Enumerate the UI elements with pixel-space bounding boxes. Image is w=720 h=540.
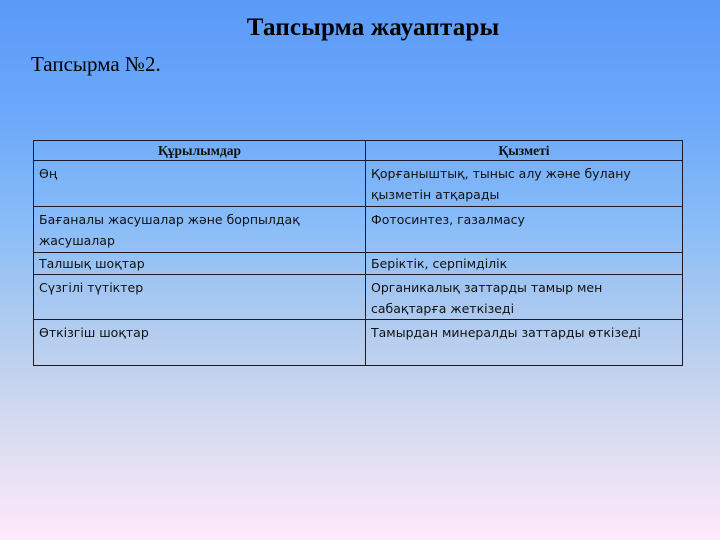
function-cell: Қорғаныштық, тыныс алу және булану қызметін атқарады: [366, 161, 683, 207]
table-header-row: [34, 141, 683, 161]
function-cell: Тамырдан минералды заттарды өткізеді: [366, 320, 683, 366]
answers-table: [33, 140, 683, 366]
structure-cell: Бағаналы жасушалар және борпылдақ жасушалар: [34, 207, 366, 253]
task-number: Тапсырма №2.: [31, 52, 161, 76]
structure-cell: Сүзгілі түтіктер: [34, 275, 366, 320]
structure-cell: Өткізгіш шоқтар: [34, 320, 366, 366]
table-row: [34, 207, 683, 253]
table-row: [34, 253, 683, 275]
header-function: Қызметі: [366, 141, 683, 161]
table-row: [34, 275, 683, 320]
table-row: [34, 161, 683, 207]
structure-cell: Өң: [34, 161, 366, 207]
function-cell: Фотосинтез, газалмасу: [366, 207, 683, 253]
header-structures: Құрылымдар: [34, 141, 366, 161]
function-cell: Беріктік, серпімділік: [366, 253, 683, 275]
slide-title: Тапсырма жауаптары: [246, 14, 500, 41]
structure-cell: Талшық шоқтар: [34, 253, 366, 275]
table-row: [34, 320, 683, 366]
function-cell: Органикалық заттарды тамыр мен сабақтарға жеткізеді: [366, 275, 683, 320]
